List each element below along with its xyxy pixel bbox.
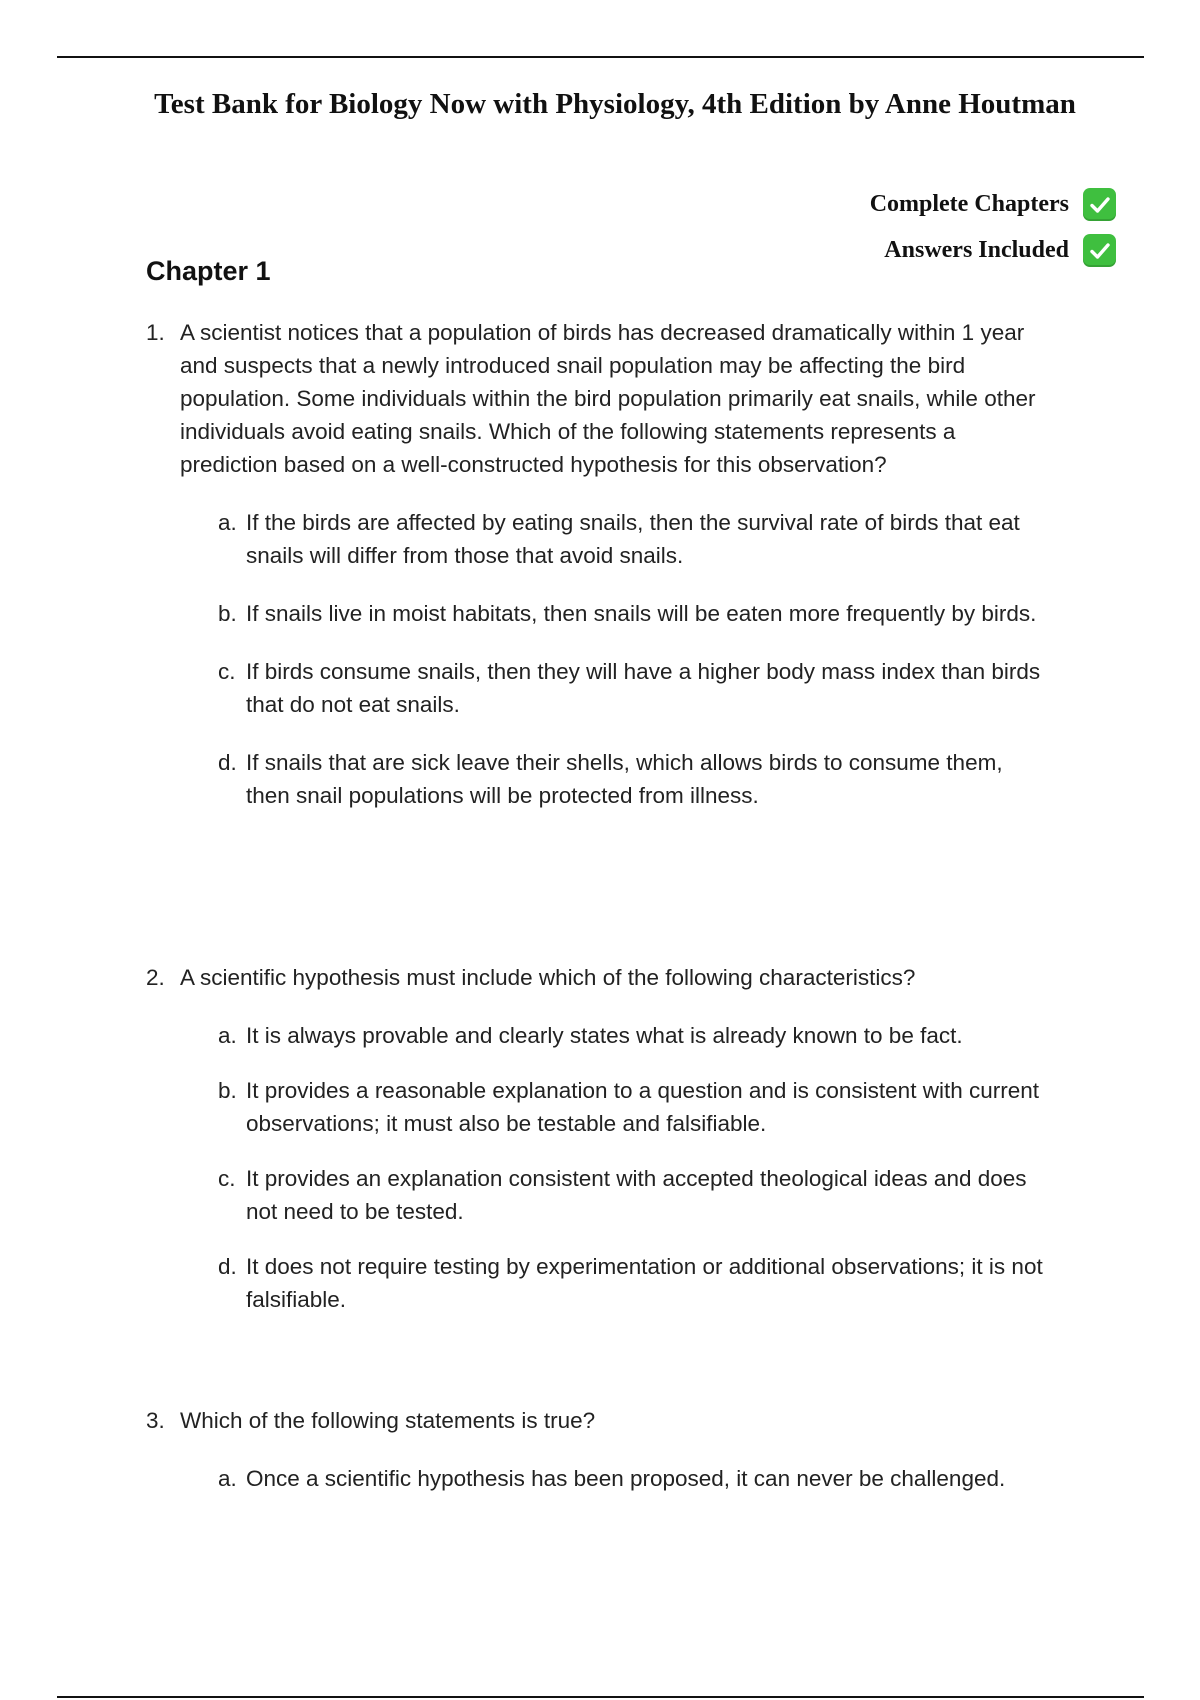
chapter-heading: Chapter 1: [146, 256, 271, 286]
answer-option-a: [218, 1019, 1046, 1052]
option-text: It is always provable and clearly states what is already known to be fact.: [246, 1023, 963, 1048]
option-text: Once a scientific hypothesis has been proposed, it can never be challenged.: [246, 1466, 1006, 1491]
question-number: 2.: [146, 965, 165, 990]
answer-option-c: [218, 1162, 1046, 1228]
question-number: 3.: [146, 1408, 165, 1433]
answer-option-b: [218, 597, 1046, 630]
badge-complete-chapters: [870, 188, 1116, 221]
answer-option-a: [218, 1462, 1046, 1495]
option-letter: d.: [218, 1254, 237, 1279]
option-text: It provides an explanation consistent with accepted theological ideas and does not need to be tested.: [246, 1166, 1027, 1224]
answer-options: [218, 1462, 1046, 1495]
badge-answers-included: [884, 234, 1116, 267]
option-letter: d.: [218, 750, 237, 775]
option-text: If the birds are affected by eating snails, then the survival rate of birds that eat snails will differ from those that avoid snails.: [246, 510, 1020, 568]
option-letter: a.: [218, 510, 237, 535]
document-title: Test Bank for Biology Now with Physiology, 4th Edition by Anne Houtman: [154, 88, 1076, 120]
question-2: [146, 961, 1046, 1316]
option-letter: a.: [218, 1023, 237, 1048]
option-text: It provides a reasonable explanation to a question and is consistent with current observations; it must also be testable and falsifiable.: [246, 1078, 1039, 1136]
answer-option-c: [218, 655, 1046, 721]
answer-options: [218, 1019, 1046, 1316]
question-stem: Which of the following statements is true?: [180, 1408, 596, 1433]
badge-label: Complete Chapters: [869, 191, 1069, 217]
question-1: [146, 316, 1046, 812]
bottom-divider: [57, 1696, 1144, 1698]
answer-option-a: [218, 506, 1046, 572]
badge-label: Answers Included: [884, 237, 1069, 263]
question-stem: A scientific hypothesis must include which of the following characteristics?: [180, 965, 916, 990]
question-stem: A scientist notices that a population of birds has decreased dramatically within 1 year and suspects that a newly introduced snail population may be affecting the bird population. Some individuals within the bird population primarily eat snails, while other individuals avoid eating snails. Which of the following statements represents a prediction based on a well-constructed hypothesis for this observation?: [180, 320, 1036, 477]
option-text: It does not require testing by experimentation or additional observations; it is not falsifiable.: [246, 1254, 1043, 1312]
check-mark-icon: [1083, 188, 1116, 221]
question-number: 1.: [146, 320, 165, 345]
question-3: [146, 1404, 1046, 1495]
answer-option-b: [218, 1074, 1046, 1140]
option-text: If snails that are sick leave their shells, which allows birds to consume them, then snail populations will be protected from illness.: [246, 750, 1003, 808]
option-text: If birds consume snails, then they will have a higher body mass index than birds that do not eat snails.: [246, 659, 1041, 717]
option-letter: c.: [218, 1166, 236, 1191]
option-letter: c.: [218, 659, 236, 684]
answer-option-d: [218, 746, 1046, 812]
check-mark-icon: [1083, 234, 1116, 267]
answer-options: [218, 506, 1046, 812]
option-letter: a.: [218, 1466, 237, 1491]
option-letter: b.: [218, 601, 237, 626]
option-letter: b.: [218, 1078, 237, 1103]
answer-option-d: [218, 1250, 1046, 1316]
option-text: If snails live in moist habitats, then snails will be eaten more frequently by birds.: [246, 601, 1037, 626]
top-divider: [57, 56, 1144, 58]
